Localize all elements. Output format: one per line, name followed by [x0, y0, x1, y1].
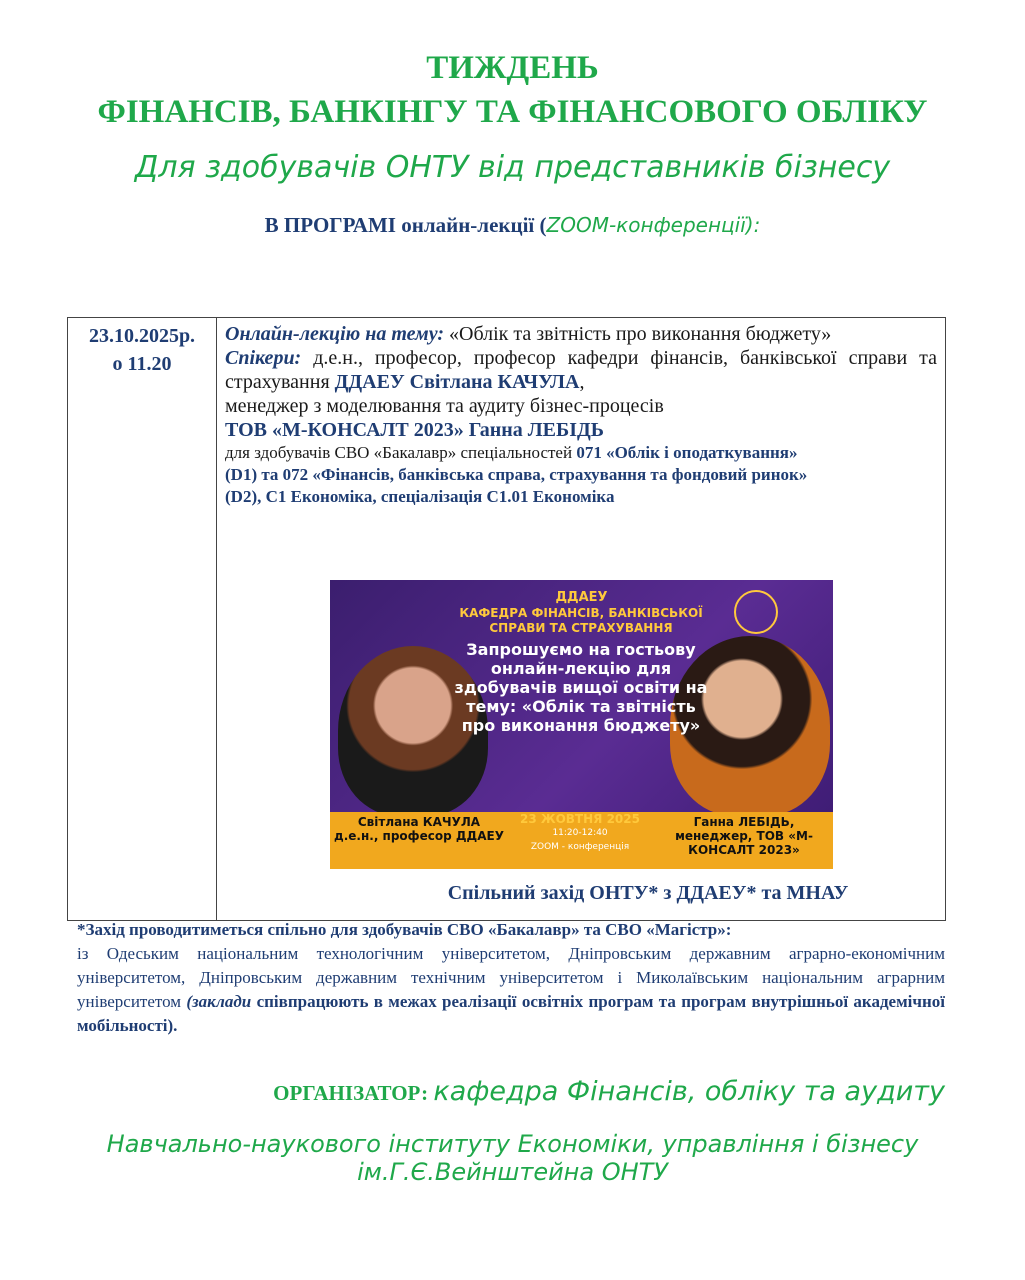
poster-date: 23 ЖОВТНЯ 2025: [520, 812, 640, 826]
poster-speaker2-caption: Ганна ЛЕБІДЬ, менеджер, ТОВ «М-КОНСАЛТ 2023»: [675, 815, 813, 857]
event-date: 23.10.2025р.: [88, 325, 196, 347]
poster-format: ZOOM - конференція: [530, 842, 630, 852]
speakers-label: Спікери:: [225, 347, 302, 369]
footnote-italic: (заклади: [186, 992, 252, 1011]
organizer-dept: кафедра Фінансів, обліку та аудиту: [433, 1076, 945, 1107]
page-title-line2: ФІНАНСІВ, БАНКІНГУ ТА ФІНАНСОВОГО ОБЛІКУ: [97, 94, 928, 130]
page-title: ТИЖДЕНЬ: [426, 50, 599, 86]
program-heading: [0, 213, 1025, 238]
date-cell: [68, 318, 217, 921]
topic-line: [225, 322, 937, 346]
program-table: [67, 317, 946, 921]
program-prefix: В ПРОГРАМІ онлайн-лекції (: [264, 213, 547, 237]
organizer: [273, 1076, 945, 1107]
poster-speaker1-caption: Світлана КАЧУЛА д.е.н., професор ДДАЕУ: [334, 815, 504, 843]
audience-bold2: (D1) та 072 «Фінансів, банківська справа, страхування та фондовий ринок»: [225, 465, 808, 484]
subtitle: Для здобувачів ОНТУ від представників бізнесу: [134, 150, 891, 185]
audience: [225, 442, 937, 508]
table-row: [68, 318, 946, 921]
poster-department: КАФЕДРА ФІНАНСІВ, БАНКІВСЬКОЇ СПРАВИ ТА СТРАХУВАННЯ: [459, 606, 703, 635]
speaker2-name: ТОВ «М-КОНСАЛТ 2023» Ганна ЛЕБІДЬ: [225, 419, 605, 441]
content-cell: [217, 318, 946, 921]
poster-institution: ДДАЕУ: [555, 590, 608, 605]
footnote-tail: співпрацюють в межах реалізації освітніх програм та програм внутрішньої академічної мобільності).: [77, 992, 945, 1035]
poster-invite: Запрошуємо на гостьову онлайн-лекцію для здобувачів вищої освіти на тему: «Облік та звітність про виконання бюджету»: [454, 640, 708, 735]
audience-bold1: 071 «Облік і оподаткування»: [576, 443, 798, 462]
speakers-line: [225, 346, 937, 394]
speaker1-end: ,: [579, 371, 585, 393]
poster-time: 11:20-12:40: [552, 828, 608, 838]
footnote: [77, 918, 945, 1038]
speaker2-role: менеджер з моделювання та аудиту бізнес-процесів: [225, 395, 664, 417]
event-time: о 11.20: [112, 353, 172, 375]
institute: Навчально-наукового інституту Економіки, управління і бізнесу ім.Г.Є.Вейнштейна ОНТУ: [106, 1130, 919, 1186]
audience-normal: для здобувачів СВО «Бакалавр» спеціальностей: [225, 443, 577, 462]
organizer-label: ОРГАНІЗАТОР:: [273, 1081, 434, 1105]
poster-date-block: [510, 812, 650, 854]
joint-event: Спільний захід ОНТУ* з ДДАЕУ* та МНАУ: [447, 882, 849, 904]
program-zoom: ZOOM-конференції):: [546, 213, 761, 237]
speaker1-text: д.е.н., професор, професор кафедри фінансів, банківської справи та страхування: [225, 347, 937, 393]
speaker1-name: ДДАЕУ Світлана КАЧУЛА: [334, 371, 580, 393]
topic-label: Онлайн-лекцію на тему:: [225, 323, 445, 345]
event-poster: [330, 580, 833, 869]
footnote-text: із Одеським національним технологічним університетом, Дніпровським державним аграрно-економічним університетом, Дніпровським державним технічним університетом і Миколаївським національним аграрним університетом: [77, 944, 945, 1011]
topic-text: «Облік та звітність про виконання бюджету»: [444, 323, 832, 345]
audience-bold3: (D2), С1 Економіка, спеціалізація С1.01 Економіка: [225, 487, 615, 506]
footnote-bold: *Захід проводитиметься спільно для здобувачів СВО «Бакалавр» та СВО «Магістр»:: [77, 920, 732, 939]
